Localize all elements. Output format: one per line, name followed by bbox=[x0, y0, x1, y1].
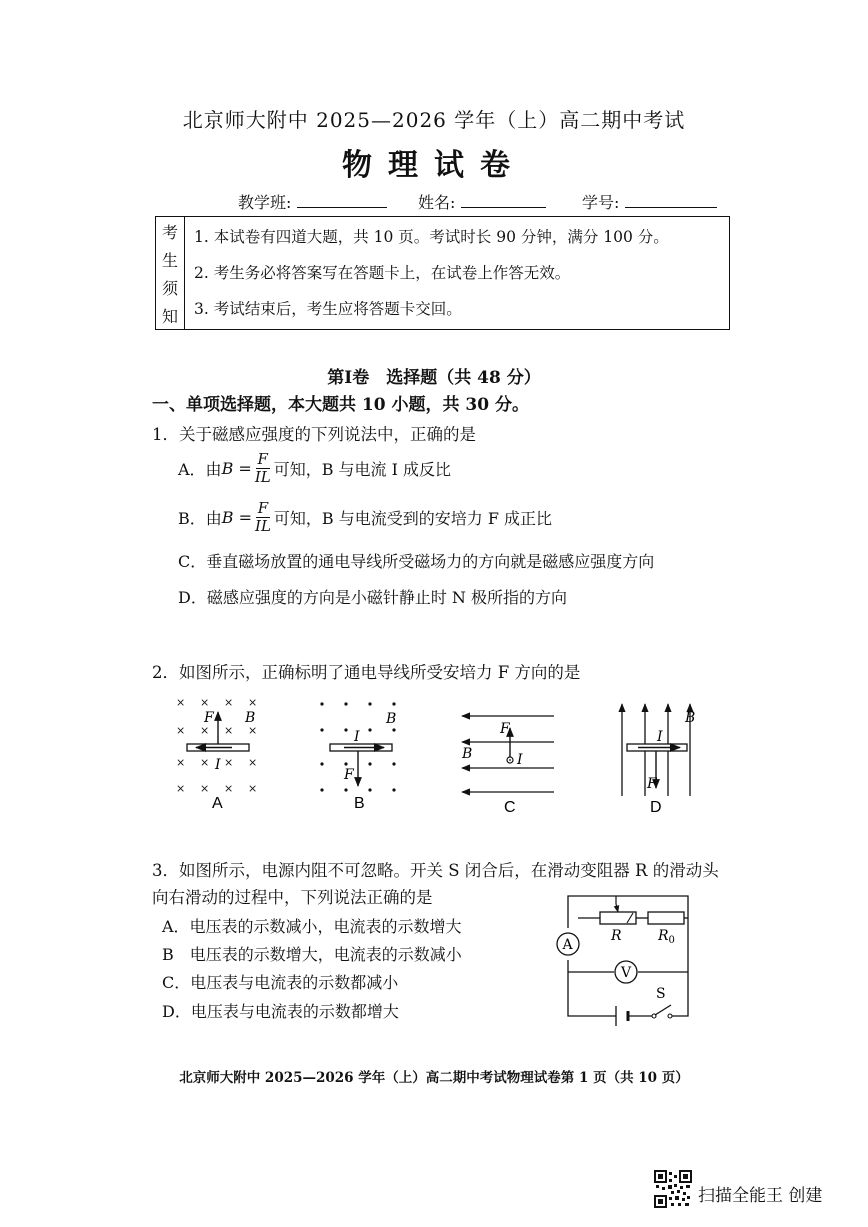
resistor-label: $R_0$ bbox=[658, 928, 675, 946]
svg-text:×: × bbox=[248, 782, 258, 795]
svg-text:×: × bbox=[224, 724, 234, 737]
exam-title: 物理试卷 bbox=[342, 148, 526, 183]
switch-s bbox=[652, 1005, 672, 1018]
figure-caption: D bbox=[650, 799, 662, 816]
force-label: F bbox=[344, 767, 354, 783]
id-blank bbox=[625, 193, 717, 208]
svg-text:×: × bbox=[224, 782, 234, 795]
voltmeter-label: V bbox=[621, 965, 632, 981]
battery bbox=[616, 1006, 628, 1026]
current-label: I bbox=[517, 752, 523, 768]
svg-text:×: × bbox=[200, 696, 210, 709]
fraction: $\frac{F}{IL}$ bbox=[255, 498, 271, 535]
current-label: I bbox=[215, 757, 221, 773]
force-label: F bbox=[647, 776, 657, 792]
field-label: B bbox=[386, 711, 397, 727]
q3-option-a: A．电压表的示数减小，电流表的示数增大 bbox=[162, 917, 462, 936]
force-label: F bbox=[500, 721, 510, 737]
class-field bbox=[238, 190, 387, 213]
class-blank bbox=[297, 193, 387, 208]
svg-text:×: × bbox=[176, 724, 186, 737]
scanner-watermark: 扫描全能王 创建 bbox=[698, 1186, 823, 1206]
figure-caption: A bbox=[212, 795, 223, 812]
q3-stem-line1: 3．如图所示，电源内阻不可忽略。开关 S 闭合后，在滑动变阻器 R 的滑动头 bbox=[152, 861, 719, 880]
resistor-r0 bbox=[648, 912, 684, 924]
figure-d bbox=[622, 704, 695, 816]
svg-text:×: × bbox=[200, 756, 210, 769]
q2-stem: 2．如图所示，正确标明了通电导线所受安培力 F 方向的是 bbox=[152, 663, 581, 682]
exam-notice-box bbox=[155, 216, 730, 330]
q2-figures bbox=[160, 692, 740, 822]
qr-code-icon bbox=[654, 1170, 692, 1208]
circuit-diagram bbox=[548, 888, 718, 1038]
name-label: 姓名: bbox=[418, 193, 456, 212]
section-subtitle: 一、单项选择题，本大题共 10 小题，共 30 分。 bbox=[152, 395, 529, 415]
name-field bbox=[418, 190, 546, 213]
q1-stem: 1．关于磁感应强度的下列说法中，正确的是 bbox=[152, 425, 476, 444]
figure-caption: C bbox=[504, 799, 516, 816]
q1-option-d: D．磁感应强度的方向是小磁针静止时 N 极所指的方向 bbox=[178, 588, 568, 607]
section-title: 第I卷 选择题（共 48 分） bbox=[327, 368, 541, 388]
field-label: B bbox=[685, 710, 696, 726]
field-label: B bbox=[462, 746, 473, 762]
figure-b bbox=[320, 702, 396, 812]
svg-text:×: × bbox=[224, 696, 234, 709]
school-header: 北京师大附中 2025—2026 学年（上）高二期中考试 bbox=[182, 108, 686, 132]
svg-text:×: × bbox=[200, 724, 210, 737]
notice-item: 3. 考试结束后，考生应将答题卡交回。 bbox=[194, 300, 462, 318]
current-label: I bbox=[657, 729, 663, 745]
name-blank bbox=[461, 193, 546, 208]
current-label: I bbox=[354, 729, 360, 745]
svg-text:×: × bbox=[224, 756, 234, 769]
q3-option-c: C．电压表与电流表的示数都减小 bbox=[162, 973, 399, 992]
force-label: F bbox=[204, 710, 214, 726]
q1-option-b: B．由 B = $\frac{F}{IL}$ 可知，B 与电流受到的安培力 F 成正比 bbox=[178, 498, 553, 535]
rheostat-label: R bbox=[611, 928, 622, 944]
svg-text:×: × bbox=[176, 782, 186, 795]
svg-text:×: × bbox=[176, 756, 186, 769]
svg-text:×: × bbox=[248, 696, 258, 709]
q1-option-c: C．垂直磁场放置的通电导线所受磁场力的方向就是磁感应强度方向 bbox=[178, 552, 655, 571]
svg-text:×: × bbox=[200, 782, 210, 795]
fraction: $\frac{F}{IL}$ bbox=[254, 449, 271, 486]
q3-stem-line2: 向右滑动的过程中，下列说法正确的是 bbox=[152, 888, 433, 907]
id-label: 学号: bbox=[582, 193, 620, 212]
notice-item: 2. 考生务必将答案写在答题卡上，在试卷上作答无效。 bbox=[194, 264, 571, 282]
svg-text:×: × bbox=[176, 696, 186, 709]
slider-contact bbox=[616, 904, 618, 912]
q3-option-b: B 电压表的示数增大，电流表的示数减小 bbox=[162, 945, 462, 964]
svg-text:×: × bbox=[248, 724, 258, 737]
q1-option-a: A．由 B = $\frac{F}{IL}$ 可知，B 与电流 I 成反比 bbox=[178, 449, 452, 486]
page-footer: 北京师大附中 2025—2026 学年（上）高二期中考试物理试卷第 1 页（共 10 页） bbox=[179, 1070, 689, 1086]
class-label: 教学班: bbox=[238, 193, 292, 212]
svg-text:×: × bbox=[248, 756, 258, 769]
switch-label: S bbox=[656, 986, 666, 1002]
notice-label: 考 生 须 知 bbox=[156, 217, 185, 329]
field-label: B bbox=[245, 710, 256, 726]
ammeter-label: A bbox=[562, 937, 573, 953]
figure-c bbox=[461, 716, 554, 816]
id-field bbox=[582, 190, 717, 213]
figure-a bbox=[176, 696, 257, 812]
figure-caption: B bbox=[354, 795, 365, 812]
notice-item: 1. 本试卷有四道大题，共 10 页。考试时长 90 分钟，满分 100 分。 bbox=[194, 228, 669, 246]
q3-option-d: D．电压表与电流表的示数都增大 bbox=[162, 1002, 399, 1021]
